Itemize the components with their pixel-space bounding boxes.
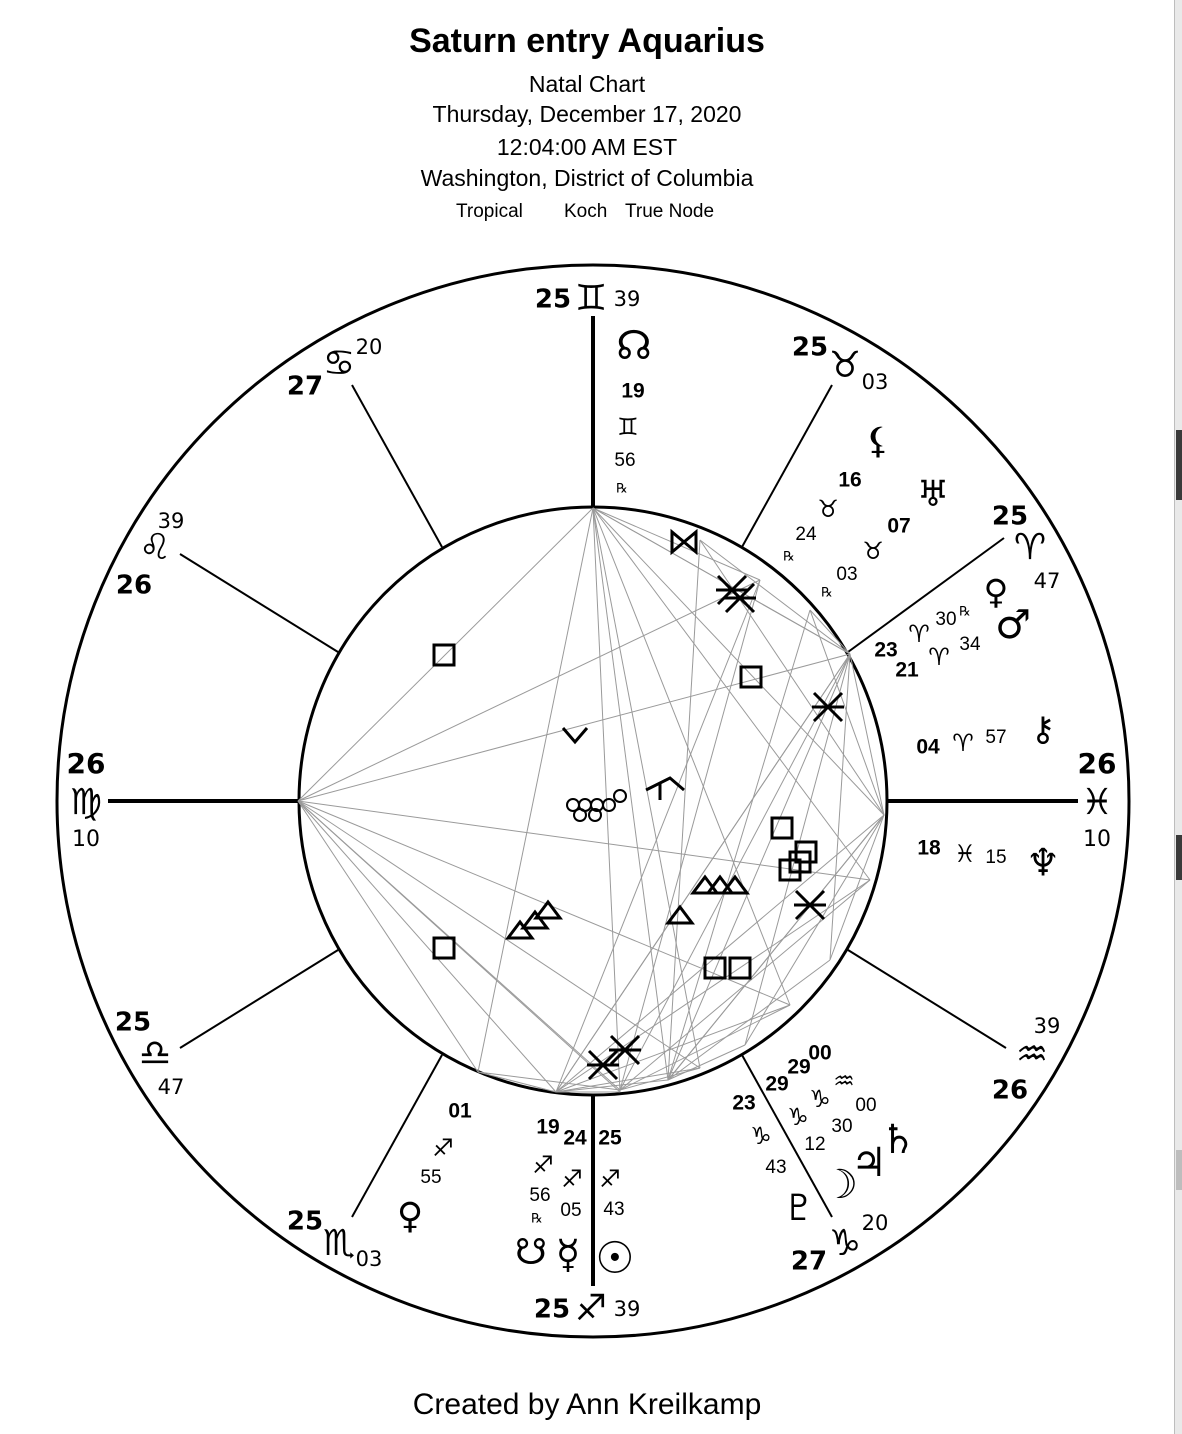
cusp-minutes: 03 [861, 370, 889, 394]
planet-degree: 00 [808, 1041, 832, 1065]
cusp-degree: 25 [114, 1007, 152, 1038]
square-aspect-glyph [741, 667, 761, 687]
trine-aspect-glyph [523, 912, 547, 928]
cusp-9-cusp [287, 335, 382, 402]
planet-minutes: 34 [959, 634, 981, 656]
planet-sign-icon: ♉ [817, 495, 839, 523]
aspect-lines [298, 508, 884, 1092]
cusp-degree: 25 [533, 1294, 571, 1325]
cusp-sign-icon: ♏ [322, 1223, 356, 1264]
planet-degree: 19 [621, 379, 645, 403]
planet-degree: 19 [536, 1115, 560, 1139]
cusp-8-cusp [116, 509, 184, 601]
planet-minutes: 15 [985, 847, 1007, 869]
planet-minutes: 56 [529, 1185, 551, 1207]
planet-minutes: 55 [420, 1167, 442, 1189]
aspect-line [298, 801, 790, 1005]
cusp-9-line [352, 385, 442, 547]
cusp-2-line [848, 950, 1006, 1048]
aspect-line [668, 610, 810, 1080]
sun-icon: ☉ [595, 1233, 635, 1284]
cusp-minutes: 39 [613, 287, 641, 311]
planet-degree: 21 [895, 658, 919, 682]
chart-title: Saturn entry Aquarius [409, 22, 765, 60]
planet-degree: 23 [732, 1091, 756, 1115]
cusp-5-cusp [287, 1207, 382, 1272]
aspect-line [593, 508, 790, 1005]
planet-degree: 18 [917, 836, 941, 860]
cusp-6-cusp [115, 1008, 184, 1100]
cusp-degree: 25 [534, 284, 572, 315]
retrograde-icon: ℞ [959, 604, 971, 620]
planet-minutes: 03 [836, 564, 858, 586]
retrograde-icon: ℞ [821, 585, 833, 601]
planet-mercury [556, 1127, 587, 1278]
planet-sign-icon: ♐ [599, 1165, 621, 1193]
zodiac-setting: Tropical [456, 201, 523, 222]
aspect-line [298, 801, 620, 1090]
cusp-minutes: 10 [72, 827, 100, 852]
mars-icon: ♂ [995, 602, 1031, 648]
south-node-icon: ☋ [515, 1232, 547, 1273]
conjunction-aspect-glyph [603, 799, 615, 811]
planet-degree: 29 [765, 1072, 789, 1096]
planet-sign-icon: ♈ [928, 643, 950, 671]
cusp-degree: 25 [286, 1206, 324, 1237]
planet-minutes: 43 [765, 1157, 787, 1179]
cusp-degree: 25 [791, 332, 829, 363]
retrograde-icon: ℞ [783, 549, 795, 565]
cusp-sign-icon: ♋ [322, 343, 356, 384]
square-aspect-glyph [772, 818, 792, 838]
planet-degree: 04 [916, 735, 940, 759]
aspect-line [668, 540, 700, 1080]
planet-degree: 16 [838, 468, 862, 492]
cusp-degree: 26 [991, 1075, 1029, 1106]
planet-venus [397, 1100, 472, 1237]
chart-credit: Created by Ann Kreilkamp [412, 1388, 762, 1421]
cusp-degree: 27 [790, 1246, 828, 1277]
cusp-ic [534, 1288, 640, 1329]
neptune-icon: ♆ [1025, 840, 1061, 885]
mercury-icon: ☿ [555, 1232, 581, 1278]
square-aspect-glyph [434, 645, 454, 665]
planet-degree: 01 [448, 1099, 472, 1123]
cusp-asc [67, 747, 106, 852]
planet-minutes: 30 [935, 609, 957, 631]
cusp-sign-icon: ♐ [574, 1288, 608, 1329]
chart-date: Thursday, December 17, 2020 [432, 101, 742, 127]
planet-minutes: 30 [831, 1116, 853, 1138]
cusp-sign-icon: ♓ [1080, 782, 1114, 823]
cusp-desc [1078, 747, 1117, 852]
cusp-sign-icon: ♌ [138, 527, 172, 568]
planet-minutes: 00 [855, 1095, 877, 1117]
moon-icon: ☽ [822, 1162, 858, 1208]
cusp-11-cusp [792, 333, 888, 395]
pluto-icon: ♇ [782, 1188, 816, 1229]
cusp-minutes: 20 [861, 1211, 889, 1235]
cusp-8-line [180, 554, 338, 652]
planet-minutes: 05 [560, 1200, 582, 1222]
planet-sign-icon: ♓ [954, 840, 976, 868]
planet-neptune [917, 837, 1060, 885]
aspect-line [810, 610, 850, 654]
conjunction-aspect-glyph [574, 809, 586, 821]
planet-minutes: 57 [985, 727, 1007, 749]
cusp-degree: 26 [115, 570, 153, 601]
jupiter-icon: ♃ [851, 1140, 887, 1186]
cusp-sign-icon: ♈ [1013, 527, 1047, 568]
cusp-sign-icon: ♒ [1015, 1034, 1049, 1075]
lilith-icon: ⚸ [864, 421, 892, 462]
square-aspect-glyph [705, 958, 725, 978]
cusp-6-line [180, 950, 338, 1048]
planet-sign-icon: ♐ [432, 1134, 454, 1162]
chart-place: Washington, District of Columbia [420, 165, 754, 191]
cusp-sign-icon: ♊ [574, 278, 608, 319]
house-system-setting: Koch [564, 201, 608, 222]
chart-time: 12:04:00 AM EST [496, 134, 678, 160]
aspect-line [556, 1068, 700, 1092]
cusp-minutes: 03 [355, 1247, 383, 1271]
cusp-minutes: 10 [1083, 827, 1111, 852]
planet-chiron [916, 710, 1055, 759]
square-aspect-glyph [434, 938, 454, 958]
aspect-line [556, 815, 884, 1092]
aspect-line [298, 508, 593, 801]
planet-degree: 23 [874, 638, 898, 662]
quincunx-aspect-glyph [672, 532, 696, 552]
sextile-aspect-glyph [812, 693, 844, 721]
north-node-icon: ☊ [616, 323, 652, 369]
trine-aspect-glyph [536, 902, 560, 918]
sextile-aspect-glyph [794, 891, 826, 919]
planet-minutes: 24 [795, 524, 817, 546]
aspect-line [668, 1045, 745, 1080]
cusp-2-cusp [992, 1014, 1060, 1106]
planet-minutes: 12 [804, 1134, 826, 1156]
aspect-line [478, 508, 593, 1072]
window-edge [1174, 0, 1182, 1434]
sextile-aspect-glyph [724, 584, 756, 612]
chart-type: Natal Chart [528, 71, 646, 97]
cusp-minutes: 39 [157, 509, 185, 533]
planet-sign-icon: ♐ [561, 1165, 583, 1193]
aspect-line [478, 1072, 556, 1092]
conjunction-aspect-glyph [614, 790, 626, 802]
planet-sign-icon: ♑ [750, 1122, 772, 1150]
cusp-minutes: 20 [355, 335, 383, 359]
cusp-minutes: 47 [1033, 569, 1061, 593]
planet-uranus [821, 474, 949, 601]
cusp-minutes: 39 [1033, 1014, 1061, 1038]
planet-sign-icon: ♒ [833, 1067, 855, 1095]
trine-aspect-glyph [668, 907, 692, 923]
node-setting: True Node [625, 201, 715, 222]
trine-aspect-glyph [508, 922, 532, 938]
sesquiquadrate-aspect-glyph [646, 778, 684, 800]
planet-sign-icon: ♑ [809, 1085, 831, 1113]
cusp-sign-icon: ♍ [69, 782, 103, 823]
sextile-aspect-glyph [609, 1036, 641, 1064]
aspect-line [668, 815, 884, 1080]
saturn-icon: ♄ [880, 1117, 916, 1163]
planet-degree: 29 [787, 1055, 811, 1079]
aspect-glyphs [434, 532, 844, 1079]
planet-north-node [614, 323, 651, 497]
chiron-icon: ⚷ [1030, 709, 1056, 750]
cusp-minutes: 39 [613, 1297, 641, 1321]
retrograde-icon: ℞ [531, 1211, 543, 1227]
planet-sign-icon: ♈ [908, 620, 930, 648]
cusp-degree: 27 [286, 371, 324, 402]
planet-degree: 24 [563, 1126, 587, 1150]
semisquare-aspect-glyph [563, 728, 587, 742]
aspect-line [298, 801, 870, 880]
planet-sign-icon: ♐ [532, 1151, 554, 1179]
uranus-icon: ♅ [916, 474, 950, 515]
cusp-degree: 26 [66, 747, 106, 780]
cusp-sign-icon: ♎ [138, 1033, 172, 1074]
planet-sign-icon: ♈ [952, 729, 974, 757]
aspect-line [593, 508, 884, 815]
cusp-mc [535, 278, 640, 319]
cusp-degree: 25 [991, 501, 1029, 532]
planet-minutes: 43 [603, 1199, 625, 1221]
planet-sign-icon: ♑ [787, 1103, 809, 1131]
planet-labels [397, 323, 1060, 1284]
cusp-sign-icon: ♉ [828, 345, 862, 386]
planet-degree: 25 [598, 1126, 622, 1150]
planet-sign-icon: ♉ [862, 537, 884, 565]
planet-minutes: 56 [614, 450, 636, 472]
planet-degree: 07 [887, 514, 911, 538]
aspect-line [298, 654, 850, 801]
venus-node-icon: ♀ [983, 572, 1009, 613]
cusp-degree: 26 [1077, 747, 1117, 780]
cusp-sign-icon: ♑ [828, 1223, 862, 1264]
planet-sun [595, 1127, 634, 1284]
cusp-5-line [352, 1055, 442, 1217]
aspect-line [556, 580, 760, 1092]
planet-sign-icon: ♊ [617, 413, 639, 441]
retrograde-icon: ℞ [616, 481, 628, 497]
planet-south-node [515, 1116, 560, 1273]
venus-icon: ♀ [396, 1196, 424, 1237]
cusp-minutes: 47 [157, 1075, 185, 1099]
